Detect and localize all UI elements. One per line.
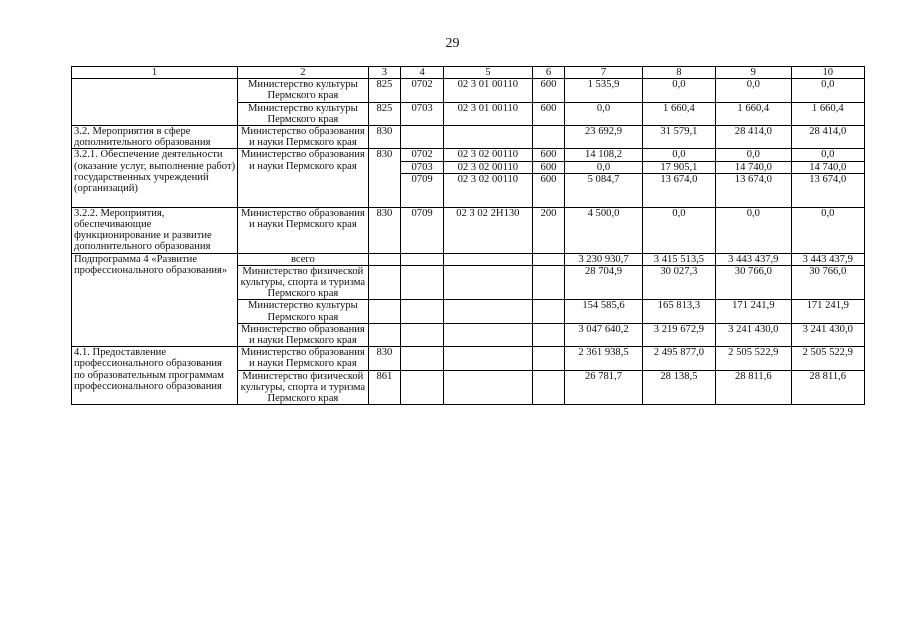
cell-section: 0703	[401, 102, 444, 125]
cell-value: 1 660,4	[791, 102, 864, 125]
cell-value: 14 108,2	[565, 149, 642, 161]
cell-value: 13 674,0	[791, 173, 864, 207]
cell-target-article	[444, 126, 533, 149]
cell-value: 28 414,0	[791, 126, 864, 149]
cell-target-article: 02 3 02 00110	[444, 149, 533, 161]
cell-value: 28 414,0	[716, 126, 791, 149]
cell-name: 4.1. Предоставление профессионального образования по образовательным программам профессионального образования	[72, 347, 238, 405]
cell-code: 830	[368, 149, 401, 207]
cell-value: 4 500,0	[565, 207, 642, 253]
cell-section: 0709	[401, 207, 444, 253]
cell-code: 830	[368, 126, 401, 149]
cell-target-article: 02 3 02 00110	[444, 161, 533, 173]
cell-section	[401, 347, 444, 370]
cell-value: 30 027,3	[642, 265, 715, 300]
cell-target-article: 02 3 01 00110	[444, 79, 533, 102]
cell-name: 3.2. Мероприятия в сфере дополнительного образования	[72, 126, 238, 149]
cell-value: 26 781,7	[565, 370, 642, 405]
cell-code	[368, 323, 401, 346]
cell-value: 0,0	[791, 207, 864, 253]
cell-value: 28 811,6	[791, 370, 864, 405]
cell-value: 28 811,6	[716, 370, 791, 405]
cell-code	[368, 253, 401, 265]
column-header: 2	[238, 67, 368, 79]
column-header: 4	[401, 67, 444, 79]
cell-value: 0,0	[791, 79, 864, 102]
cell-section	[401, 253, 444, 265]
cell-value: 30 766,0	[791, 265, 864, 300]
cell-expense-type: 600	[532, 102, 565, 125]
table-header-row	[72, 67, 865, 79]
cell-value: 17 905,1	[642, 161, 715, 173]
cell-section: 0702	[401, 149, 444, 161]
cell-target-article	[444, 347, 533, 370]
cell-value: 23 692,9	[565, 126, 642, 149]
cell-administrator: Министерство образования и науки Пермского края	[238, 149, 368, 207]
cell-value: 1 660,4	[716, 102, 791, 125]
cell-administrator: Министерство физической культуры, спорта и туризма Пермского края	[238, 370, 368, 405]
cell-value: 154 585,6	[565, 300, 642, 323]
cell-target-article: 02 3 02 2Н130	[444, 207, 533, 253]
cell-administrator: Министерство образования и науки Пермского края	[238, 347, 368, 370]
cell-expense-type	[532, 300, 565, 323]
cell-section	[401, 300, 444, 323]
cell-value: 165 813,3	[642, 300, 715, 323]
cell-section: 0703	[401, 161, 444, 173]
column-header: 7	[565, 67, 642, 79]
cell-section	[401, 265, 444, 300]
table-row	[72, 253, 865, 265]
cell-target-article	[444, 265, 533, 300]
cell-value: 3 415 513,5	[642, 253, 715, 265]
cell-value: 0,0	[642, 207, 715, 253]
cell-value: 3 443 437,9	[716, 253, 791, 265]
cell-value: 5 084,7	[565, 173, 642, 207]
cell-name: 3.2.2. Мероприятия, обеспечивающие функционирование и развитие дополнительного образования	[72, 207, 238, 253]
table-row	[72, 347, 865, 370]
cell-value: 0,0	[716, 149, 791, 161]
cell-value: 3 219 672,9	[642, 323, 715, 346]
cell-target-article	[444, 300, 533, 323]
cell-value: 14 740,0	[716, 161, 791, 173]
cell-administrator: Министерство образования и науки Пермского края	[238, 126, 368, 149]
cell-target-article	[444, 323, 533, 346]
column-header: 6	[532, 67, 565, 79]
cell-value: 31 579,1	[642, 126, 715, 149]
cell-expense-type	[532, 347, 565, 370]
cell-value: 30 766,0	[716, 265, 791, 300]
cell-expense-type: 600	[532, 149, 565, 161]
cell-section	[401, 323, 444, 346]
column-header: 3	[368, 67, 401, 79]
cell-value: 2 505 522,9	[791, 347, 864, 370]
cell-administrator: Министерство образования и науки Пермского края	[238, 323, 368, 346]
cell-value: 3 443 437,9	[791, 253, 864, 265]
column-header: 5	[444, 67, 533, 79]
cell-value: 2 361 938,5	[565, 347, 642, 370]
budget-table	[71, 66, 865, 405]
cell-target-article: 02 3 01 00110	[444, 102, 533, 125]
cell-value: 171 241,9	[791, 300, 864, 323]
cell-expense-type	[532, 253, 565, 265]
cell-administrator: Министерство культуры Пермского края	[238, 102, 368, 125]
cell-value: 0,0	[716, 79, 791, 102]
cell-expense-type: 600	[532, 173, 565, 207]
cell-value: 28 704,9	[565, 265, 642, 300]
cell-value: 0,0	[791, 149, 864, 161]
table-row	[72, 149, 865, 161]
table-row	[72, 207, 865, 253]
column-header: 9	[716, 67, 791, 79]
cell-section: 0702	[401, 79, 444, 102]
cell-expense-type: 600	[532, 161, 565, 173]
cell-code: 825	[368, 79, 401, 102]
cell-administrator: Министерство культуры Пермского края	[238, 300, 368, 323]
cell-expense-type	[532, 323, 565, 346]
cell-expense-type	[532, 265, 565, 300]
column-header: 8	[642, 67, 715, 79]
cell-value: 0,0	[642, 79, 715, 102]
cell-code: 830	[368, 207, 401, 253]
cell-code: 825	[368, 102, 401, 125]
cell-administrator: Министерство образования и науки Пермского края	[238, 207, 368, 253]
cell-expense-type	[532, 370, 565, 405]
cell-section: 0709	[401, 173, 444, 207]
cell-name	[72, 102, 238, 125]
cell-value: 1 660,4	[642, 102, 715, 125]
cell-administrator: Министерство физической культуры, спорта и туризма Пермского края	[238, 265, 368, 300]
cell-code	[368, 300, 401, 323]
table-row	[72, 79, 865, 102]
cell-administrator: всего	[238, 253, 368, 265]
cell-value: 0,0	[716, 207, 791, 253]
cell-expense-type: 600	[532, 79, 565, 102]
cell-value: 3 230 930,7	[565, 253, 642, 265]
cell-name: 3.2.1. Обеспечение деятельности (оказание услуг, выполнение работ) государственных учреждений (организаций)	[72, 149, 238, 207]
cell-section	[401, 370, 444, 405]
cell-code: 830	[368, 347, 401, 370]
cell-value: 2 495 877,0	[642, 347, 715, 370]
cell-target-article	[444, 253, 533, 265]
cell-code: 861	[368, 370, 401, 405]
cell-target-article	[444, 370, 533, 405]
cell-value: 0,0	[642, 149, 715, 161]
cell-value: 2 505 522,9	[716, 347, 791, 370]
cell-value: 0,0	[565, 161, 642, 173]
cell-value: 0,0	[565, 102, 642, 125]
cell-value: 171 241,9	[716, 300, 791, 323]
cell-value: 3 047 640,2	[565, 323, 642, 346]
cell-expense-type	[532, 126, 565, 149]
cell-value: 3 241 430,0	[791, 323, 864, 346]
table-row	[72, 126, 865, 149]
column-header: 1	[72, 67, 238, 79]
cell-value: 14 740,0	[791, 161, 864, 173]
cell-target-article: 02 3 02 00110	[444, 173, 533, 207]
cell-section	[401, 126, 444, 149]
cell-expense-type: 200	[532, 207, 565, 253]
cell-code	[368, 265, 401, 300]
cell-administrator: Министерство культуры Пермского края	[238, 79, 368, 102]
cell-name	[72, 79, 238, 102]
column-header: 10	[791, 67, 864, 79]
cell-value: 13 674,0	[716, 173, 791, 207]
cell-value: 13 674,0	[642, 173, 715, 207]
page-number: 29	[445, 36, 460, 51]
cell-value: 28 138,5	[642, 370, 715, 405]
table-row	[72, 102, 865, 125]
cell-value: 1 535,9	[565, 79, 642, 102]
cell-value: 3 241 430,0	[716, 323, 791, 346]
cell-name: Подпрограмма 4 «Развитие профессионального образования»	[72, 253, 238, 347]
